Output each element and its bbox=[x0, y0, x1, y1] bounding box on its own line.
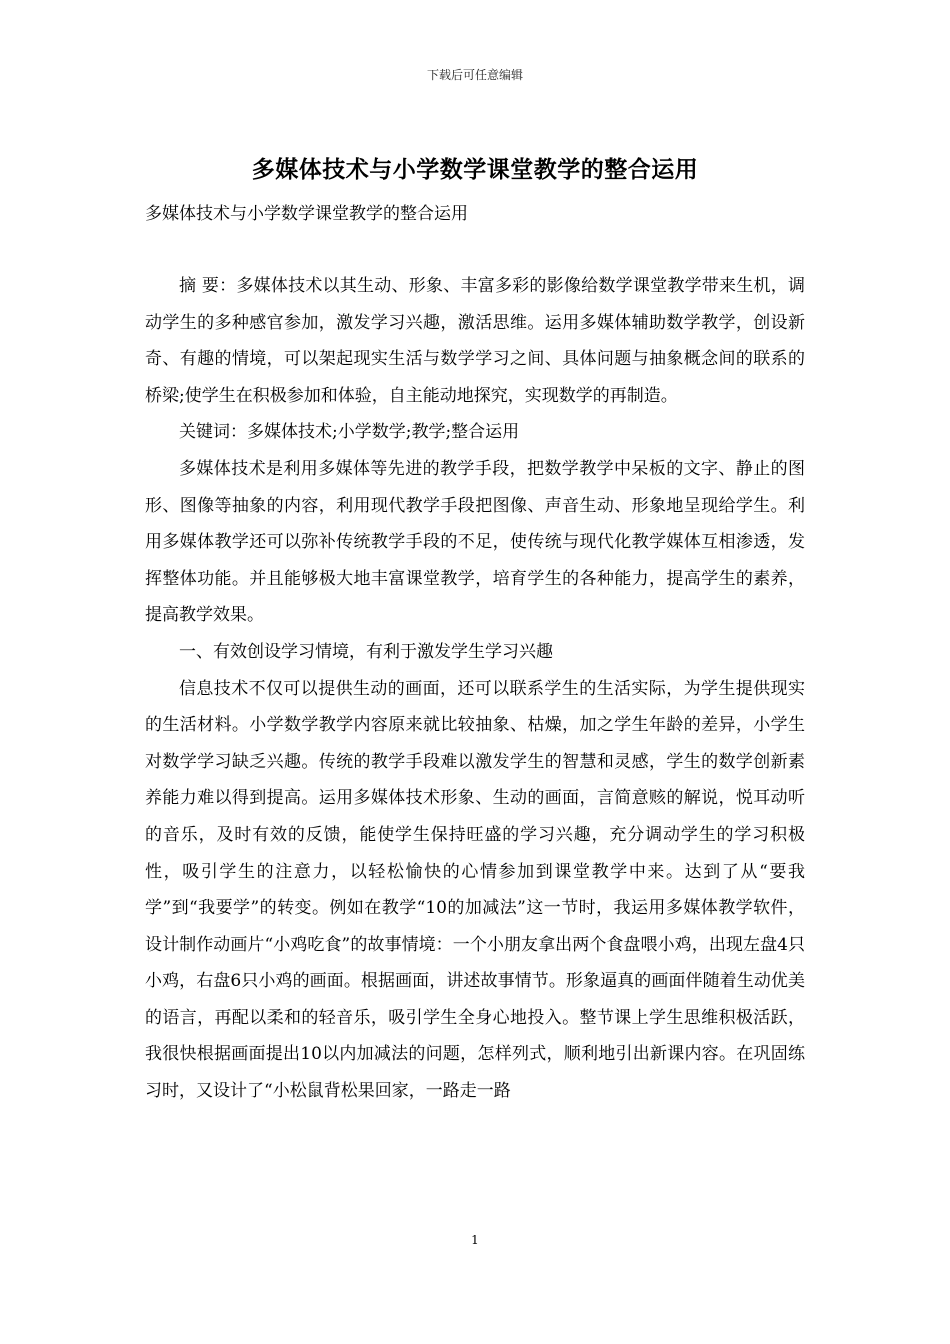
document-body bbox=[145, 268, 805, 1110]
page-subtitle: 多媒体技术与小学数学课堂教学的整合运用 bbox=[145, 204, 468, 224]
page-header: 下载后可任意编辑 bbox=[426, 68, 523, 82]
body-paragraph: 信息技术不仅可以提供生动的画面，还可以联系学生的生活实际，为学生提供现实的生活材料。小学数学教学内容原来就比较抽象、枯燥，加之学生年龄的差异，小学生对数学学习缺乏兴趣。传统的教学手段难以激发学生的智慧和灵感，学生的数学创新素养能力难以得到提高。运用多媒体技术形象、生动的画面，言简意赅的解说，悦耳动听的音乐，及时有效的反馈，能使学生保持旺盛的学习兴趣，充分调动学生的学习积极性，吸引学生的注意力，以轻松愉快的心情参加到课堂教学中来。达到了从“要我学”到“我要学”的转变。例如在教学“10的加减法”这一节时，我运用多媒体教学软件，设计制作动画片“小鸡吃食”的故事情境：一个小朋友拿出两个食盘喂小鸡，出现左盘4只小鸡，右盘6只小鸡的画面。根据画面，讲述故事情节。形象逼真的画面伴随着生动优美的语言，再配以柔和的轻音乐，吸引学生全身心地投入。整节课上学生思维积极活跃，我很快根据画面提出10以内加减法的问题，怎样列式，顺利地引出新课内容。在巩固练习时，又设计了“小松鼠背松果回家，一路走一路 bbox=[145, 678, 805, 1102]
abstract-paragraph: 摘 要：多媒体技术以其生动、形象、丰富多彩的影像给数学课堂教学带来生机，调动学生的多种感官参加，激发学习兴趣，激活思维。运用多媒体辅助数学教学，创设新奇、有趣的情境，可以架起现实生活与数学学习之间、具体问题与抽象概念间的联系的桥梁;使学生在积极参加和体验，自主能动地探究，实现数学的再制造。 bbox=[145, 276, 805, 406]
keywords-paragraph: 关键词：多媒体技术;小学数学;教学;整合运用 bbox=[179, 422, 520, 443]
intro-paragraph: 多媒体技术是利用多媒体等先进的教学手段，把数学教学中呆板的文字、静止的图形、图像等抽象的内容，利用现代教学手段把图像、声音生动、形象地呈现给学生。利用多媒体教学还可以弥补传统教学手段的不足，使传统与现代化教学媒体互相渗透，发挥整体功能。并且能够极大地丰富课堂教学，培育学生的各种能力，提高学生的素养，提高教学效果。 bbox=[145, 458, 805, 626]
page-number: 1 bbox=[471, 1233, 479, 1247]
section-heading: 一、有效创设学习情境，有利于激发学生学习兴趣 bbox=[179, 641, 553, 662]
page-title: 多媒体技术与小学数学课堂教学的整合运用 bbox=[251, 156, 699, 183]
